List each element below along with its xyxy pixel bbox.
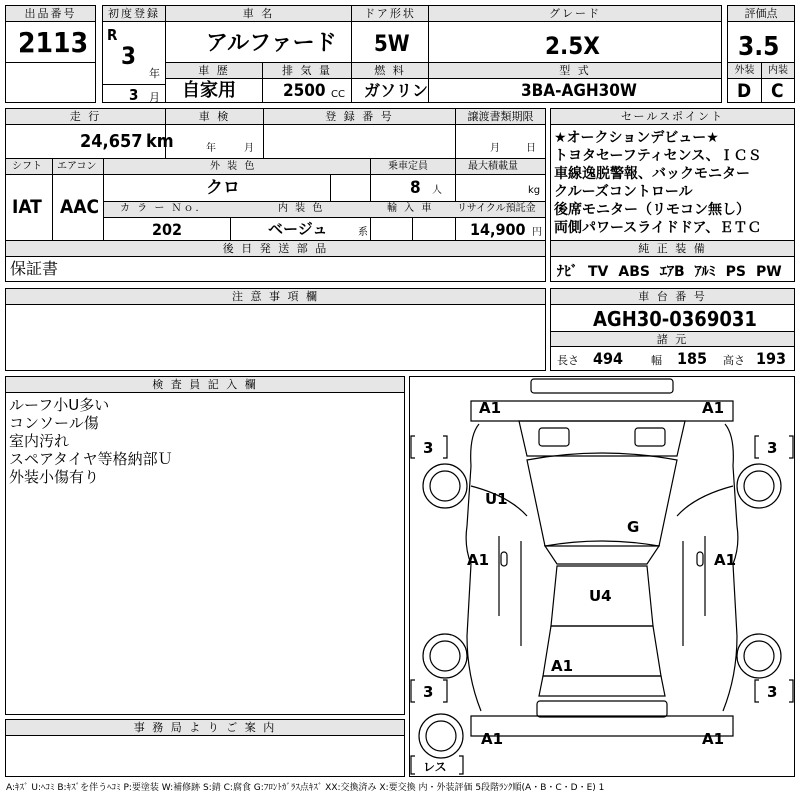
car-name-cell bbox=[165, 5, 352, 63]
model-code: 3BA-AGH30W bbox=[521, 81, 637, 101]
door-label: ドア形状 bbox=[352, 6, 428, 22]
sales-point-item: 後席モニター（リモコン無し） bbox=[554, 202, 750, 218]
history: 自家用 bbox=[182, 80, 236, 101]
sales-points-list bbox=[554, 129, 762, 237]
month-unit: 月 bbox=[149, 91, 160, 104]
inspector-note: 外装小傷有り bbox=[9, 468, 100, 486]
equipment-item: TV bbox=[588, 264, 609, 280]
first-registration-label: 初度登録 bbox=[103, 6, 165, 22]
notes-cell bbox=[5, 288, 546, 371]
transfer-deadline-cell bbox=[455, 108, 546, 159]
exterior-grade: D bbox=[737, 80, 752, 102]
capacity: 8 bbox=[410, 178, 421, 198]
lot-number-cell bbox=[5, 5, 96, 63]
grade-label: グレード bbox=[429, 6, 721, 22]
door-type: 5W bbox=[374, 32, 410, 57]
mark-hood: G bbox=[627, 518, 640, 536]
era-mark: R bbox=[107, 26, 118, 44]
width-label: 幅 bbox=[651, 354, 662, 367]
mark-quarter-left: U1 bbox=[485, 490, 508, 508]
kei-unit: 系 bbox=[358, 227, 368, 238]
kg-unit: kg bbox=[528, 185, 541, 196]
inspection-month-unit: 月 bbox=[244, 143, 254, 154]
inspector-note: ルーフ小U多い bbox=[9, 396, 110, 414]
dimensions-label: 諸 元 bbox=[551, 331, 794, 347]
sales-point-item: ★オークションデビュー★ bbox=[554, 130, 719, 146]
inspection-cell bbox=[165, 108, 264, 159]
history-cell bbox=[165, 62, 263, 103]
mark-door-right: A1 bbox=[714, 551, 737, 569]
exterior-color-label: 外 装 色 bbox=[210, 161, 257, 172]
mark-rear-right: A1 bbox=[702, 730, 725, 748]
exterior-label: 外装 bbox=[728, 63, 761, 79]
recycle-fee: 14,900 bbox=[470, 220, 526, 239]
office-label: 事 務 局 よ り ご 案 内 bbox=[6, 720, 404, 736]
car-name: アルファード bbox=[206, 31, 337, 56]
later-parts-cell bbox=[5, 240, 546, 282]
mark-tire-tl: 3 bbox=[423, 439, 434, 457]
registration-year: 3 bbox=[121, 42, 137, 70]
transfer-day-unit: 日 bbox=[526, 143, 536, 154]
equipment-cell bbox=[550, 240, 795, 282]
door-cell bbox=[351, 5, 429, 63]
mark-rear-panel: A1 bbox=[551, 657, 574, 675]
grade-cell bbox=[428, 5, 722, 63]
mark-rear-left: A1 bbox=[481, 730, 504, 748]
equipment-item: ﾅﾋﾞ bbox=[557, 264, 578, 280]
inspector-note: コンソール傷 bbox=[9, 414, 99, 432]
transfer-deadline-label: 譲渡書類期限 bbox=[456, 109, 545, 125]
max-load-label: 最大積載量 bbox=[468, 161, 518, 172]
car-damage-diagram bbox=[409, 376, 795, 777]
damage-legend: A:ｷｽﾞ U:ﾍｺﾐ B:ｷｽﾞを伴うﾍｺﾐ P:要塗装 W:補修跡 S:錆 C:腐食 G:ﾌﾛﾝﾄｶﾞﾗｽ点ｷｽﾞ XX:交換済み X:要交換 内・外装評価 5段階ﾗﾝｸ順(A・B・C・D・E) 1 bbox=[6, 783, 605, 793]
displacement-label: 排 気 量 bbox=[263, 63, 351, 79]
lot-number: 2113 bbox=[18, 26, 89, 59]
person-unit: 人 bbox=[432, 185, 442, 196]
shift-value: IAT bbox=[12, 196, 42, 218]
import-label: 輸 入 車 bbox=[387, 203, 434, 214]
height-label: 高さ bbox=[723, 354, 745, 367]
equipment-item: ｱﾙﾐ bbox=[694, 264, 716, 280]
car-name-label: 車 名 bbox=[166, 6, 351, 22]
later-parts: 保証書 bbox=[10, 259, 59, 278]
mark-tire-tr: 3 bbox=[767, 439, 778, 457]
score: 3.5 bbox=[738, 32, 780, 62]
sales-points-cell bbox=[550, 108, 795, 241]
color-number-label: カ ラ ー Ｎｏ． bbox=[120, 203, 208, 214]
length: 494 bbox=[593, 349, 624, 368]
yen-unit: 円 bbox=[532, 227, 542, 238]
cc-unit: CC bbox=[331, 89, 345, 100]
chassis-number: AGH30-0369031 bbox=[593, 307, 757, 331]
sales-point-item: 両側パワースライドドア、ＥＴＣ bbox=[554, 220, 762, 236]
inspector-cell bbox=[5, 376, 405, 715]
mark-spare: レス bbox=[423, 760, 447, 774]
exterior-color: クロ bbox=[206, 178, 240, 198]
displacement-cell bbox=[262, 62, 352, 103]
year-unit: 年 bbox=[149, 67, 160, 80]
office-cell bbox=[5, 719, 405, 777]
recycle-label: リサイクル預託金 bbox=[457, 203, 536, 214]
equipment-item: PW bbox=[756, 264, 782, 280]
mark-front-right: A1 bbox=[702, 399, 725, 417]
model-code-label: 型 式 bbox=[429, 63, 721, 79]
mileage: 24,657 bbox=[80, 131, 143, 152]
mark-door-left: A1 bbox=[467, 551, 490, 569]
inspection-year-unit: 年 bbox=[206, 143, 216, 154]
history-label: 車 歴 bbox=[166, 63, 262, 79]
sales-point-item: トヨタセーフティセンス、ＩＣＳ bbox=[554, 148, 762, 164]
aircon-value: AAC bbox=[60, 196, 100, 218]
sales-point-item: 車線逸脱警報、バックモニター bbox=[554, 166, 750, 182]
mileage-cell bbox=[5, 108, 174, 159]
mark-front-left: A1 bbox=[479, 399, 502, 417]
interior-label: 内装 bbox=[762, 63, 794, 79]
sales-point-item: クルーズコントロール bbox=[554, 184, 693, 200]
interior-color: ベージュ bbox=[268, 220, 328, 238]
equipment-item: ｴｱB bbox=[659, 264, 685, 280]
length-label: 長さ bbox=[557, 354, 579, 367]
fuel: ガソリン bbox=[364, 81, 429, 100]
inspector-notes bbox=[9, 396, 173, 486]
km-unit: km bbox=[146, 131, 174, 152]
width: 185 bbox=[677, 349, 708, 368]
score-cell bbox=[727, 5, 795, 63]
chassis-label: 車 台 番 号 bbox=[551, 289, 794, 305]
inspection-label: 車 検 bbox=[166, 109, 263, 125]
color-number: 202 bbox=[152, 220, 183, 239]
mark-tire-bl: 3 bbox=[423, 683, 434, 701]
interior-cell bbox=[761, 62, 795, 103]
mark-roof: U4 bbox=[589, 587, 612, 605]
height: 193 bbox=[756, 349, 787, 368]
mark-tire-br: 3 bbox=[767, 683, 778, 701]
model-code-cell bbox=[428, 62, 722, 103]
displacement: 2500 bbox=[283, 81, 326, 101]
fuel-label: 燃 料 bbox=[352, 63, 428, 79]
registration-number-label: 登 録 番 号 bbox=[264, 109, 455, 125]
interior-grade: C bbox=[771, 80, 784, 102]
registration-number-cell bbox=[263, 108, 456, 159]
transfer-month-unit: 月 bbox=[490, 143, 500, 154]
score-label: 評価点 bbox=[728, 6, 794, 22]
lot-number-label: 出品番号 bbox=[6, 6, 95, 22]
equipment-item: ABS bbox=[618, 264, 650, 280]
shift-label: シフト bbox=[12, 161, 42, 172]
inspector-label: 検 査 員 記 入 欄 bbox=[6, 377, 404, 393]
aircon-label: エアコン bbox=[57, 161, 97, 172]
registration-month: 3 bbox=[129, 86, 139, 104]
mileage-label: 走 行 bbox=[6, 109, 165, 125]
chassis-cell bbox=[550, 288, 795, 371]
first-registration-cell bbox=[102, 5, 166, 103]
grade: 2.5X bbox=[545, 32, 600, 60]
exterior-cell bbox=[727, 62, 762, 103]
equipment-label: 純 正 装 備 bbox=[551, 241, 794, 257]
inspector-note: スペアタイヤ等格納部Ｕ bbox=[9, 450, 173, 468]
equipment-list bbox=[557, 261, 792, 281]
sales-points-label: セールスポイント bbox=[551, 109, 794, 125]
later-parts-label: 後 日 発 送 部 品 bbox=[6, 241, 545, 257]
capacity-label: 乗車定員 bbox=[388, 161, 428, 172]
lot-number-empty bbox=[5, 62, 96, 103]
equipment-item: PS bbox=[725, 264, 746, 280]
interior-color-label: 内 装 色 bbox=[278, 203, 325, 214]
notes-label: 注 意 事 項 欄 bbox=[6, 289, 545, 305]
inspector-note: 室内汚れ bbox=[9, 432, 70, 450]
fuel-cell bbox=[351, 62, 429, 103]
